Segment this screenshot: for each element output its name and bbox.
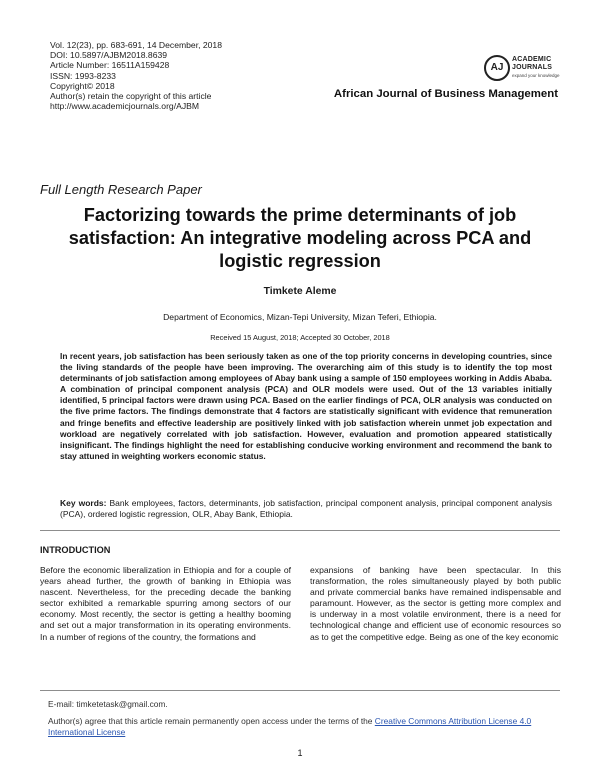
license-text: Author(s) agree that this article remain permanently open access under the terms of the [48, 716, 375, 726]
introduction-heading: INTRODUCTION [40, 545, 111, 555]
logo-line-1: ACADEMIC [512, 56, 552, 63]
article-metadata [50, 40, 222, 111]
license-link[interactable]: Creative Commons Attribution License 4.0 International License [48, 716, 532, 737]
keywords-text: Bank employees, factors, determinants, job satisfaction, principal component analysis, principal component analysis (PCA), ordered logistic regression, OLR, Abay Bank, Ethiopia. [60, 498, 552, 520]
meta-doi: DOI: 10.5897/AJBM2018.8639 [50, 50, 168, 61]
meta-article-number: Article Number: 16511A159428 [50, 60, 170, 71]
keywords-label: Key words: [60, 498, 107, 508]
meta-issn: ISSN: 1993-8233 [50, 70, 116, 81]
logo-tagline: expand your knowledge [512, 73, 560, 78]
received-dates: Received 15 August, 2018; Accepted 30 October, 2018 [210, 333, 390, 342]
meta-url: http://www.academicjournals.org/AJBM [50, 101, 200, 112]
meta-rights: Author(s) retain the copyright of this article [50, 91, 212, 102]
author-affiliation: Department of Economics, Mizan-Tepi University, Mizan Teferi, Ethiopia. [163, 312, 437, 322]
aj-logo-icon: AJ [484, 55, 510, 81]
meta-copyright: Copyright© 2018 [50, 80, 115, 91]
paper-title: Factorizing towards the prime determinants of job satisfaction: An integrative modeling across PCA and logistic regression [68, 205, 532, 271]
intro-column-right: expansions of banking have been spectacular. In this transformation, the roles simultaneously played by both public and private commercial banks have remained indispensable and paramount. However, as the sector is getting more complex and is underway in a most volatile environment, there is a need for technological change and efficient use of economic resources so as to get the competitive edge. Being as one of the key economic [310, 565, 561, 642]
paper-type: Full Length Research Paper [40, 182, 202, 197]
intro-column-left: Before the economic liberalization in Ethiopia and for a couple of years ahead further, the growth of banking in Ethiopia was nascent. Nevertheless, for the preceding decade the banking sector exhibited a remarkable spurring among sectors of our economy. Most recently, the sector is getting a healthy booming and set out a major transformation in its operating environments. In a number of regions of the country, the formations and [40, 565, 291, 642]
footnote-divider [40, 690, 560, 691]
page-number: 1 [297, 748, 303, 758]
author-name: Timkete Aleme [263, 286, 337, 297]
abstract: In recent years, job satisfaction has been seriously taken as one of the top priority concerns in developing countries, since the living standards of the people have been improving. The overarching aim of this study is to identify the top most determinants of job satisfaction among employees of Abay bank using a sample of 150 employees working in Addis Ababa. A combination of principal component analysis (PCA) and OLR models were used. Out of the 13 variables initially identified, 5 principal factors were drawn using PCA. Based on the earlier findings of PCA, OLR analysis was conducted on the five prime factors. The findings demonstrate that 4 factors are statistically significant with evidence that remuneration and fringe benefits and effective leadership are positively linked with job satisfaction wherein unmet job expectation and workload are negatively correlated with job satisfaction. However, evaluation and promotion appeared statistically insignificant. The findings highlight the need for establishing conducive working environment and recommend the bank to stay attuned in weighting workers economic status. [60, 351, 552, 461]
section-divider [40, 530, 560, 531]
license-statement [48, 716, 568, 738]
logo-wordmark [512, 56, 552, 72]
logo-line-2: JOURNALS [512, 64, 553, 71]
author-email: E-mail: timketetask@gmail.com. [48, 699, 168, 709]
keywords [60, 498, 552, 520]
publisher-logo [484, 55, 564, 81]
meta-volume: Vol. 12(23), pp. 683-691, 14 December, 2018 [50, 40, 222, 50]
journal-name: African Journal of Business Management [333, 88, 558, 100]
